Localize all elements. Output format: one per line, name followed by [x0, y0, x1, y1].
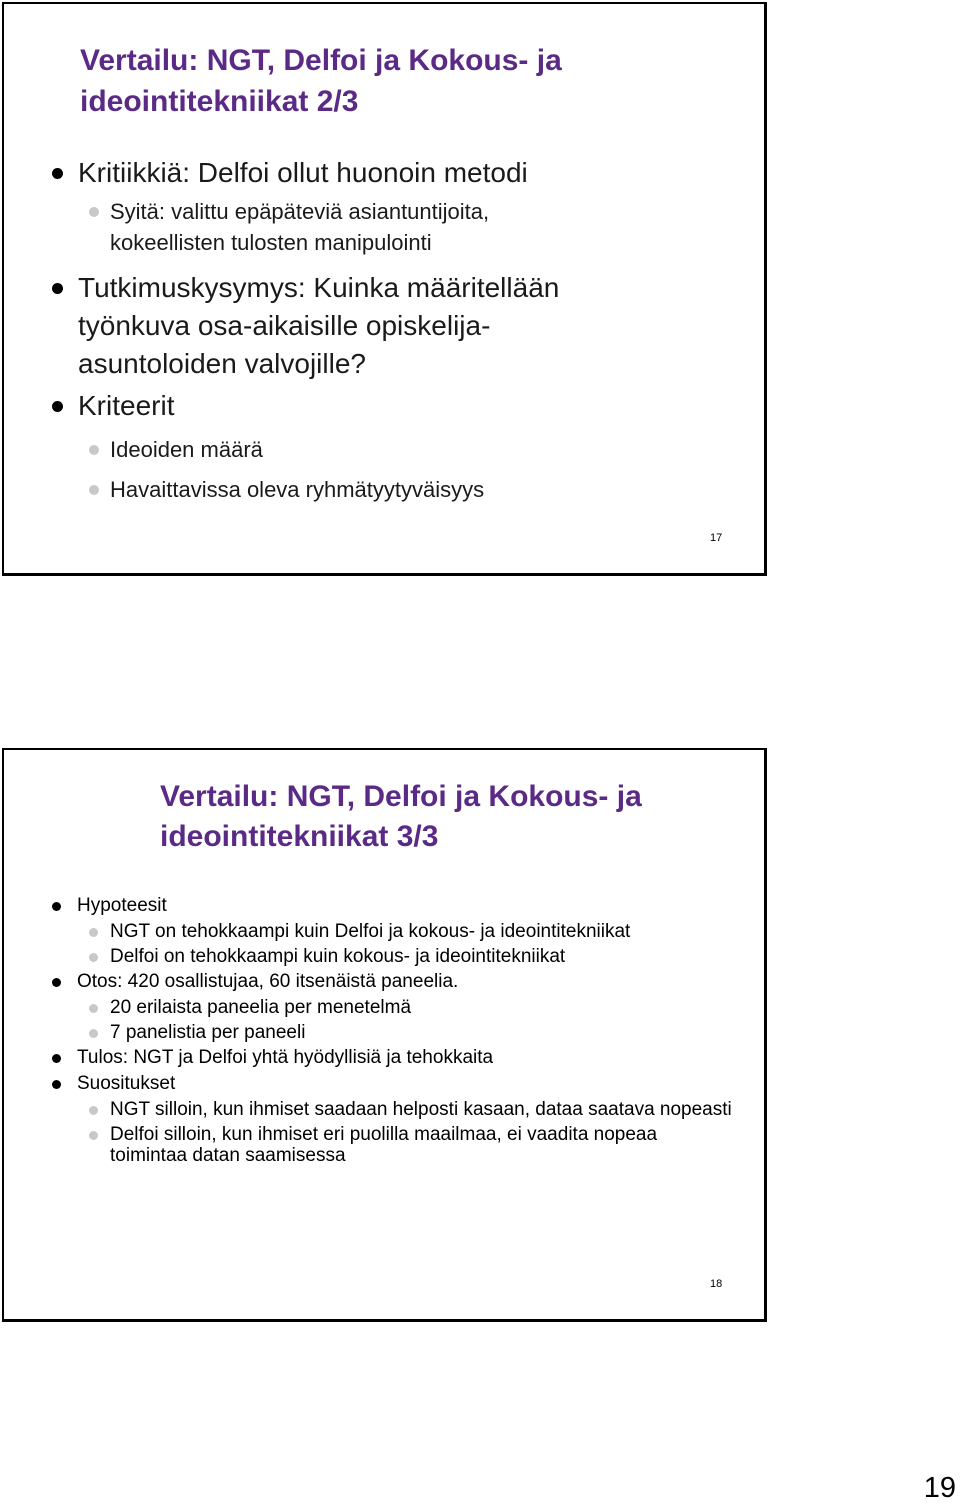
bullet-icon: [89, 1004, 98, 1013]
list-item-text: 7 panelistia per paneeli: [110, 1022, 306, 1043]
list-item-text: Otos: 420 osallistujaa, 60 itsenäistä paneelia.: [77, 971, 459, 992]
bullet-icon: [89, 953, 98, 962]
list-item: [4, 919, 764, 944]
list-item: [4, 1045, 764, 1071]
list-item-text: NGT on tehokkaampi kuin Delfoi ja kokous- ja ideointitekniikat: [110, 921, 631, 942]
bullet-icon: [89, 1131, 98, 1140]
list-item: [4, 944, 764, 969]
list-item-text: Delfoi on tehokkaampi kuin kokous- ja ideointitekniikat: [110, 946, 566, 967]
slide-number: 17: [710, 532, 723, 544]
list-item-text: 20 erilaista paneelia per menetelmä: [110, 997, 412, 1018]
bullet-list: [4, 893, 764, 1168]
bullet-icon: [89, 1106, 98, 1115]
bullet-icon: [89, 445, 99, 455]
list-item-text: Hypoteesit: [77, 895, 167, 916]
page-number: 19: [923, 1472, 956, 1504]
list-item: [4, 434, 764, 465]
bullet-icon: [89, 485, 99, 495]
list-item: [4, 196, 590, 258]
bullet-icon: [89, 928, 98, 937]
slide-title: Vertailu: NGT, Delfoi ja Kokous- ja ideointitekniikat 3/3: [160, 780, 642, 853]
list-item: [4, 154, 764, 192]
slide-17: [2, 2, 767, 576]
list-item-text: Ideoiden määrä: [110, 437, 263, 462]
list-item: [4, 387, 764, 425]
list-item: [4, 1122, 690, 1168]
bullet-list: [4, 154, 764, 505]
list-item-text: Delfoi silloin, kun ihmiset eri puolilla maailmaa, ei vaadita nopeaa toimintaa datan saamisessa: [110, 1124, 658, 1166]
bullet-icon: [52, 1054, 61, 1063]
slide-18: [2, 748, 767, 1322]
list-item: [4, 1071, 764, 1097]
list-item: [4, 474, 764, 505]
list-item-text: Syitä: valittu epäpäteviä asiantuntijoita, kokeellisten tulosten manipulointi: [110, 199, 490, 255]
bullet-icon: [89, 207, 99, 217]
slide-number: 18: [710, 1278, 723, 1290]
list-item: [4, 1097, 750, 1122]
list-item-text: Kriteerit: [78, 390, 175, 421]
bullet-icon: [52, 1080, 61, 1089]
bullet-icon: [89, 1029, 98, 1038]
list-item-text: Suositukset: [77, 1073, 176, 1094]
list-item: [4, 995, 764, 1020]
list-item-text: Havaittavissa oleva ryhmätyytyväisyys: [110, 477, 485, 502]
bullet-icon: [52, 283, 63, 294]
bullet-icon: [52, 168, 63, 179]
list-item: [4, 269, 638, 383]
list-item-text: Kritiikkiä: Delfoi ollut huonoin metodi: [78, 157, 528, 188]
list-item: [4, 1020, 764, 1045]
list-item-text: NGT silloin, kun ihmiset saadaan helposti kasaan, dataa saatava nopeasti: [110, 1099, 732, 1120]
list-item-text: Tulos: NGT ja Delfoi yhtä hyödyllisiä ja tehokkaita: [77, 1047, 494, 1068]
list-item: [4, 969, 764, 995]
list-item: [4, 893, 764, 919]
list-item-text: Tutkimuskysymys: Kuinka määritellään työnkuva osa-aikaisille opiskelija-asuntoloiden valvojille?: [78, 272, 560, 379]
bullet-icon: [52, 401, 63, 412]
slide-title: Vertailu: NGT, Delfoi ja Kokous- ja ideointitekniikat 2/3: [80, 44, 562, 118]
bullet-icon: [52, 902, 61, 911]
bullet-icon: [52, 978, 61, 987]
